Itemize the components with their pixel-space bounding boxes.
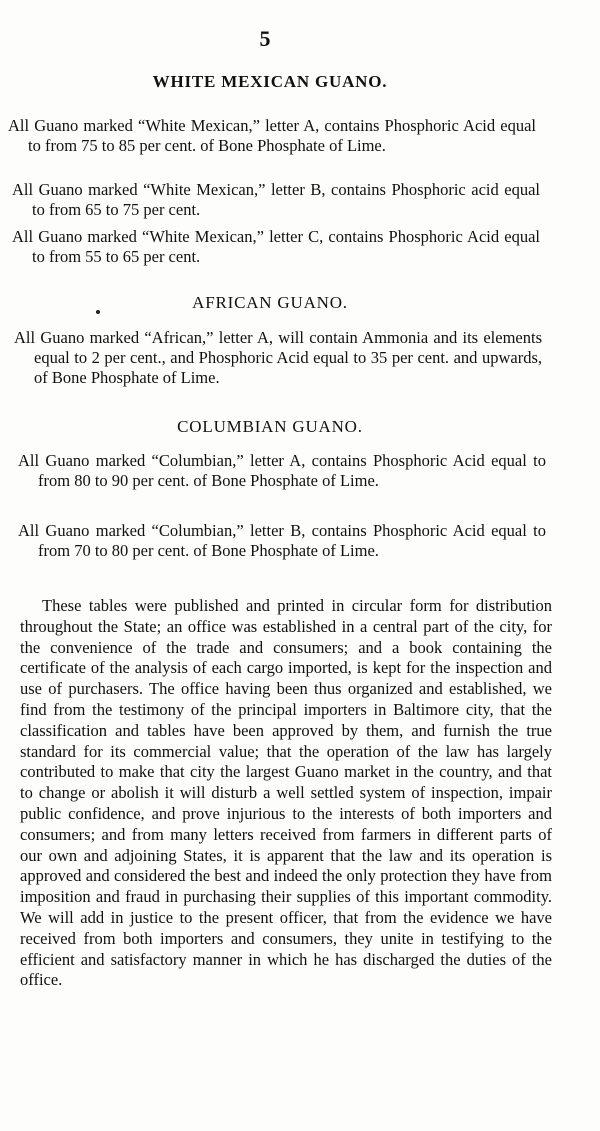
white-mexican-entry-b: All Guano marked “White Mexican,” letter B, contains Phosphoric acid equal to from 65 to 75 per cent. [12, 180, 540, 219]
white-mexican-entry-a: All Guano marked “White Mexican,” letter A, contains Phosphoric Acid equal to from 75 to 85 per cent. of Bone Phosphate of Lime. [8, 116, 536, 155]
body-paragraph: These tables were published and printed in circular form for distribution throughout the State; an office was established in a central part of the city, for the convenience of the trade and consumers; and a book containing the certificate of the analysis of each cargo imported, is kept for the inspection and use of purchasers. The office having been thus organized and established, we find from the testimony of the principal importers in Baltimore city, that the classification and tables have been approved by them, and furnish the true standard for its commercial value; that the operation of the law has largely contributed to make that city the largest Guano market in the country, and that to change or abolish it will disturb a well settled system of inspection, impair public confidence, and prove injurious to the interests of both importers and consumers; and from many letters received from farmers in different parts of our own and adjoining States, it is apparent that the law and its operation is approved and considered the best and indeed the only protection they have from imposition and fraud in purchasing their supplies of this important commodity. We will add in justice to the present officer, that from the evidence we have received from both importers and consumers, they unite in testifying to the efficient and satisfactory manner in which he has discharged the duties of the office. [20, 596, 552, 990]
african-entry-a: All Guano marked “African,” letter A, will contain Ammonia and its elements equal to 2 per cent., and Phosphoric Acid equal to 35 per cent. and upwards, of Bone Phosphate of Lime. [14, 328, 542, 387]
columbian-entry-b: All Guano marked “Columbian,” letter B, contains Phosphoric Acid equal to from 70 to 80 per cent. of Bone Phosphate of Lime. [18, 521, 546, 560]
page-number: 5 [259, 26, 271, 51]
heading-african-guano: AFRICAN GUANO. [192, 293, 348, 312]
white-mexican-entry-c: All Guano marked “White Mexican,” letter C, contains Phosphoric Acid equal to from 55 to 65 per cent. [12, 227, 540, 266]
heading-columbian-guano: COLUMBIAN GUANO. [177, 417, 363, 436]
columbian-entry-a: All Guano marked “Columbian,” letter A, contains Phosphoric Acid equal to from 80 to 90 per cent. of Bone Phosphate of Lime. [18, 451, 546, 490]
heading-white-mexican-guano: WHITE MEXICAN GUANO. [152, 72, 388, 91]
